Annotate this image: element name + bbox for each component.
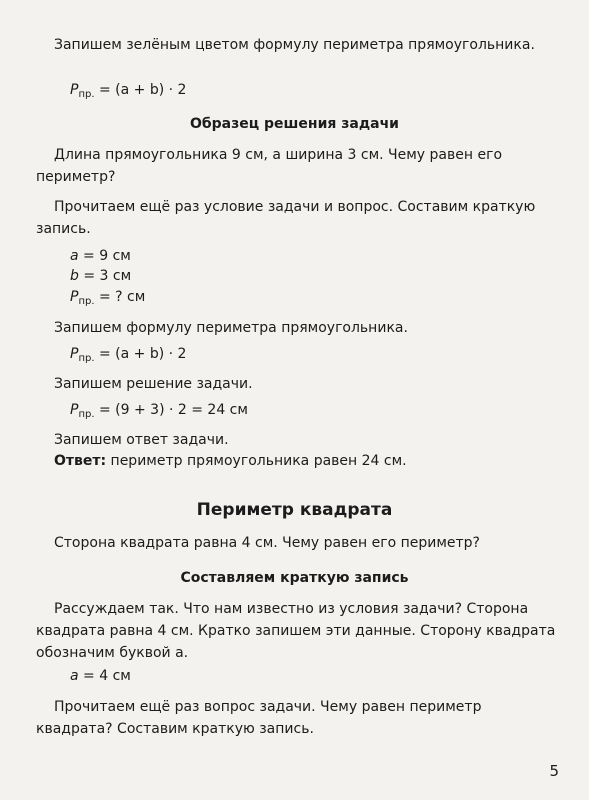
sample-formula: $P_{пр.} = (a + b) \cdot 2$ [70,346,187,364]
intro-formula: $P_{пр.} = (a + b) \cdot 2$ [70,82,187,100]
sample-reread: Прочитаем ещё раз условие задачи и вопрос. Составим краткую запись. [36,199,536,237]
intro-text: Запишем зелёным цветом формулу периметра прямоугольника. [54,37,535,53]
page-number: 5 [549,762,559,780]
square-subtitle: Составляем краткую запись [180,570,409,586]
unknown-perimeter: $P_{пр.}$ = ? см [70,289,146,307]
solution: $P_{пр.} = (9 + 3) \cdot 2 = 24$ см [70,402,248,420]
answer-label: Запишем ответ задачи. [54,432,229,448]
given-a: a = 9 см [70,248,131,264]
square-reread: Прочитаем ещё раз вопрос задачи. Чему равен периметр квадрата? Составим краткую запись. [36,699,482,737]
sample-title: Образец решения задачи [189,116,399,132]
formula-label: Запишем формулу периметра прямоугольника. [54,320,408,336]
square-problem: Сторона квадрата равна 4 см. Чему равен его периметр? [54,535,480,551]
solution-label: Запишем решение задачи. [54,376,253,392]
square-given: a = 4 см [70,668,131,684]
given-b: b = 3 см [70,268,132,284]
sample-problem: Длина прямоугольника 9 см, а ширина 3 см. Чему равен его периметр? [36,147,503,185]
square-reasoning: Рассуждаем так. Что нам известно из условия задачи? Сторона квадрата равна 4 см. Кратко запишем эти данные. Сторону квадрата обозначим буквой a. [36,601,556,661]
answer: Ответ: периметр прямоугольника равен 24 см. [54,453,407,469]
square-title: Периметр квадрата [196,500,393,520]
